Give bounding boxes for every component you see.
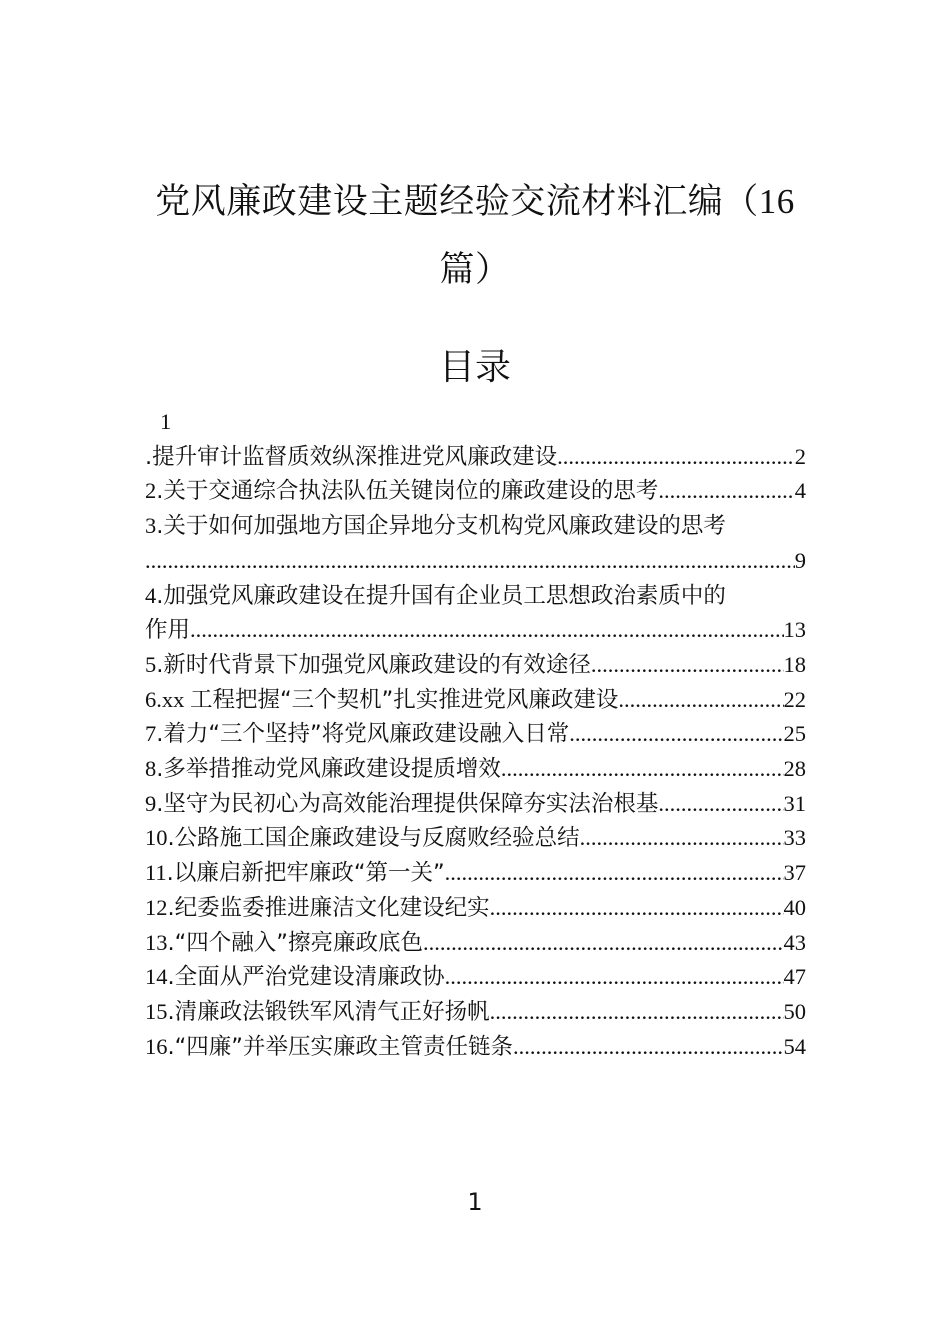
toc-entry-title: .全面从严治党建设清廉政协 <box>167 964 445 991</box>
toc-leader <box>423 926 784 961</box>
toc-entry-number: 15 <box>145 998 168 1024</box>
toc-leader <box>580 821 784 856</box>
toc-entry-page: 4 <box>794 478 806 504</box>
toc-entry-8[interactable] <box>145 752 806 787</box>
toc-entry-1[interactable] <box>145 405 806 474</box>
toc-entry-page: 9 <box>794 547 806 573</box>
toc-entry-page: 22 <box>783 686 806 712</box>
toc-entry-16[interactable] <box>145 1030 806 1065</box>
toc-entry-page: 25 <box>783 721 806 747</box>
toc-entry-4[interactable] <box>145 579 806 648</box>
toc-entry-number: 4 <box>145 582 157 608</box>
toc-entry-number: 9 <box>145 790 157 816</box>
toc-entry-title: .新时代背景下加强党风廉政建设的有效途径 <box>156 651 591 678</box>
toc-entry-prefix: .xx <box>156 686 190 712</box>
page-number: 1 <box>467 1188 483 1216</box>
toc-entry-number: 1 <box>160 409 172 434</box>
toc-entry-title: .以廉启新把牢廉政“第一关” <box>166 860 445 887</box>
toc-entry-title: .提升审计监督质效纵深推进党风廉政建设 <box>145 443 558 470</box>
toc-entry-page: 37 <box>783 860 806 886</box>
toc-entry-title: .公路施工国企廉政建设与反腐败经验总结 <box>167 825 580 852</box>
toc-leader <box>490 891 784 926</box>
toc-heading: 目录 <box>438 347 511 388</box>
toc-entry-number: 3 <box>145 513 157 539</box>
title-count: 16 <box>758 182 795 221</box>
toc-entry-title-line-1: .加强党风廉政建设在提升国有企业员工思想政治素质中的 <box>156 582 726 609</box>
toc-entry-page: 54 <box>783 1033 806 1059</box>
toc-leader <box>557 440 795 475</box>
title-line-2: 篇） <box>439 250 511 290</box>
toc-entry-page: 28 <box>783 756 806 782</box>
toc-entry-title: .关于如何加强地方国企异地分支机构党风廉政建设的思考 <box>156 513 726 540</box>
toc-entry-page: 43 <box>783 929 806 955</box>
toc-entry-5[interactable] <box>145 648 806 683</box>
toc-entry-number: 16 <box>145 1033 168 1059</box>
toc-entry-page: 50 <box>783 998 806 1024</box>
toc-entry-title: 工程把握“三个契机”扎实推进党风廉政建设 <box>190 686 619 713</box>
toc-entry-number: 12 <box>145 894 168 920</box>
toc-leader <box>190 613 783 648</box>
toc-entry-title: .多举措推动党风廉政建设提质增效 <box>156 756 501 783</box>
toc-leader <box>569 717 783 752</box>
toc-entry-page: 47 <box>783 964 806 990</box>
document-title <box>0 168 950 304</box>
toc-entry-15[interactable] <box>145 995 806 1030</box>
toc-entry-number: 14 <box>145 964 168 990</box>
toc-entry-13[interactable] <box>145 926 806 961</box>
toc-entry-title-line-2: 作用 <box>145 617 191 644</box>
toc-entry-title: .“四廉”并举压实廉政主管责任链条 <box>167 1033 513 1060</box>
toc-entry-number: 10 <box>145 825 168 851</box>
toc-leader <box>513 1030 784 1065</box>
toc-entry-number: 2 <box>145 478 157 504</box>
toc-leader <box>145 544 795 579</box>
toc-leader <box>658 787 783 822</box>
toc-entry-title: .关于交通综合执法队伍关键岗位的廉政建设的思考 <box>156 478 659 505</box>
toc-entry-page: 18 <box>783 651 806 677</box>
toc-entry-number: 8 <box>145 756 157 782</box>
toc-entry-page: 13 <box>783 617 806 643</box>
toc-entry-number: 7 <box>145 721 157 747</box>
toc-entry-9[interactable] <box>145 787 806 822</box>
toc-entry-12[interactable] <box>145 891 806 926</box>
toc-leader <box>591 648 784 683</box>
toc-entry-2[interactable] <box>145 474 806 509</box>
toc-entry-14[interactable] <box>145 960 806 995</box>
toc-leader <box>501 752 784 787</box>
toc-entry-3[interactable] <box>145 509 806 578</box>
toc-entry-11[interactable] <box>145 856 806 891</box>
toc-entry-title: .清廉政法锻铁军风清气正好扬帆 <box>167 998 490 1025</box>
toc-leader <box>445 960 784 995</box>
toc-entry-page: 31 <box>783 790 806 816</box>
toc-entry-page: 2 <box>794 443 806 469</box>
toc-entry-number: 13 <box>145 929 168 955</box>
toc-entry-title: .坚守为民初心为高效能治理提供保障夯实法治根基 <box>156 790 659 817</box>
toc-entry-title: .“四个融入”擦亮廉政底色 <box>167 929 423 956</box>
toc-entry-6[interactable] <box>145 683 806 718</box>
toc-entry-7[interactable] <box>145 717 806 752</box>
toc-leader <box>618 683 783 718</box>
toc-entry-title: .着力“三个坚持”将党风廉政建设融入日常 <box>156 721 570 748</box>
toc-entry-10[interactable] <box>145 821 806 856</box>
toc-entry-number: 6 <box>145 686 157 712</box>
toc-leader <box>490 995 784 1030</box>
table-of-contents <box>145 405 806 1064</box>
toc-entry-title: .纪委监委推进廉洁文化建设纪实 <box>167 894 490 921</box>
toc-entry-number: 5 <box>145 651 157 677</box>
toc-entry-number: 11 <box>145 860 167 886</box>
toc-leader <box>445 856 784 891</box>
toc-entry-page: 33 <box>783 825 806 851</box>
toc-leader <box>658 474 794 509</box>
title-line-1: 党风廉政建设主题经验交流材料汇编（ <box>155 182 759 222</box>
toc-entry-page: 40 <box>783 894 806 920</box>
